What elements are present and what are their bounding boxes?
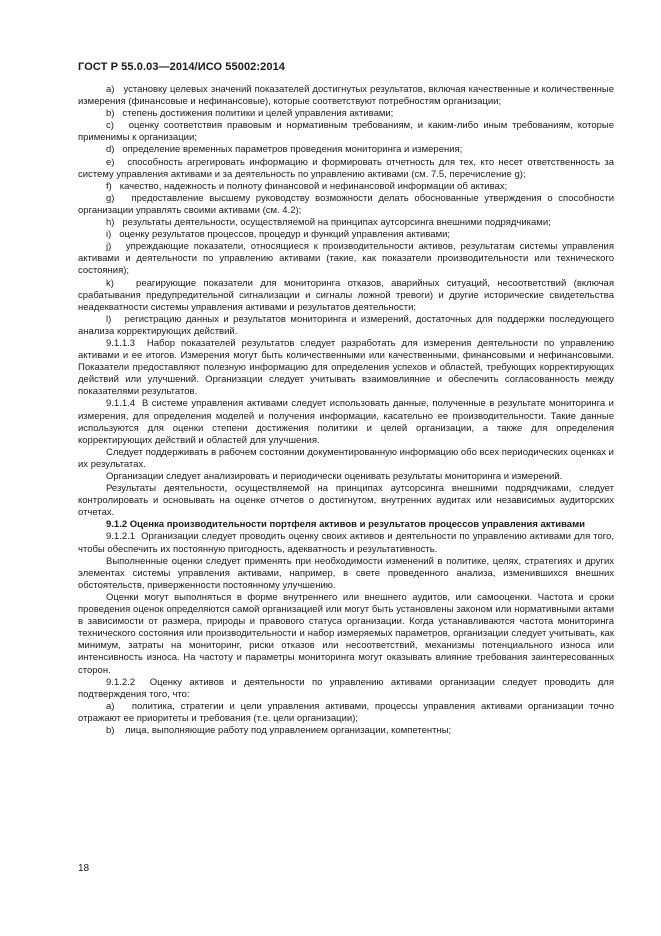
clause-9-1-2-1: 9.1.2.1 Организации следует проводить оценку своих активов и деятельности по управлению активами для того, чтобы обеспечить их постоянную пригодность, адекватность и результативность. [78,531,614,555]
list-item-e: e) способность агрегировать информацию и формировать отчетность для тех, кто несет ответственность за систему управления активами и за деятельность по управлению активами (см. 7.5, перечисление g); [78,156,614,180]
body-paragraph: Оценки могут выполняться в форме внутреннего или внешнего аудитов, или самооценки. Частота и сроки проведения оценок определяются самой организацией или могут быть установлены законом или нормативными актами в зависимости от размера, природы и правового статуса организации. Когда устанавливаются частота мониторинга технического состояния или производительности и набор измеряемых параметров, организации следует учитывать, как минимум, затраты на мониторинг, риски отказов или несоответствий, механизмы потенциального износа или интенсивность износа. На частоту и параметры мониторинга могут оказывать влияние требования заинтересованных сторон. [78,591,614,676]
clause-9-1-1-3: 9.1.1.3 Набор показателей результатов следует разработать для измерения деятельности по управлению активами и ее итогов. Измерения могут быть количественными или качественными, финансовыми и нефинансовыми. Показатели предоставляют полезную информацию для определения успехов и областей, требующих корректирующих действий или улучшений. Организации следует учитывать взаимовлияние и обеспечить согласованность между показателями результатов. [78,337,614,398]
list-item-b: b) степень достижения политики и целей управления активами; [106,108,394,120]
list-item-a-2: a) политика, стратегии и цели управления активами, процессы управления активами организации точно отражают ее приоритеты и требования (т.е. цели организации); [78,700,614,724]
list-item-k: k) реагирующие показатели для мониторинга отказов, аварийных ситуаций, несоответствий (включая срабатывания предупредительной сигнализации и сигналы ложной тревоги) и другие исторические свидетельства неадекватности системы управления активами и результатов деятельности; [78,277,614,313]
list-item-h: h) результаты деятельности, осуществляемой на принципах аутсорсинга внешними подрядчиками; [106,217,551,229]
list-item-j: j) упреждающие показатели, относящиеся к производительности активов, результатам системы управления активами и деятельности по управлению активами (такие, как показатели производительности или технического состояния); [78,241,614,277]
section-heading-9-1-2: 9.1.2 Оценка производительности портфеля активов и результатов процессов управления активами [106,519,585,531]
body-paragraph: Результаты деятельности, осуществляемой на принципах аутсорсинга внешними подрядчиками, следует контролировать и основывать на оценке отчетов о достигнутом, внутренних аудитах или независимых аудиторских отчетах. [78,483,614,519]
body-paragraph: Выполненные оценки следует применять при необходимости изменений в политике, целях, стратегиях и других элементах системы управления активами, например, в свете проведенного анализа, изменившихся внешних обстоятельств, приверженности постоянному улучшению. [78,555,614,591]
list-item-f: f) качество, надежность и полноту финансовой и нефинансовой информации об активах; [106,180,508,192]
list-item-d: d) определение временных параметров проведения мониторинга и измерения; [106,144,463,156]
list-item-a: a) установку целевых значений показателей достигнутых результатов, включая качественные и количественные измерения (финансовые и нефинансовые), которые соответствуют потребностям организации; [78,84,614,108]
body-paragraph: Следует поддерживать в рабочем состоянии документированную информацию обо всех периодических оценках и их результатах. [78,446,614,470]
list-item-b-2: b) лица, выполняющие работу под управлением организации, компетентны; [106,724,452,736]
document-header: ГОСТ Р 55.0.03—2014/ИСО 55002:2014 [78,61,286,73]
clause-9-1-1-4: 9.1.1.4 В системе управления активами следует использовать данные, полученные в результате мониторинга и измерения, для определения моделей и получения информации, касательно ее производительности. Такие данные используются для оценки степени достижения политики и целей организации, а также для определения корректирующих действий и областей для улучшения. [78,398,614,446]
list-item-i: i) оценку результатов процессов, процедур и функций управления активами; [106,229,451,241]
body-paragraph: Организации следует анализировать и периодически оценивать результаты мониторинга и измерений. [106,471,563,482]
clause-9-1-2-2: 9.1.2.2 Оценку активов и деятельности по управлению активами организации следует проводить для подтверждения того, что: [78,676,614,700]
list-item-g: g) предоставление высшему руководству возможности делать обоснованные утверждения о способности организации управлять своими активами (см. 4.2); [78,192,614,216]
list-item-c: c) оценку соответствия правовым и нормативным требованиям, и каким-либо иным требованиям, которые применимы к организации; [78,120,614,144]
page-number: 18 [78,863,90,874]
document-body [78,84,614,737]
list-item-l: l) регистрацию данных и результатов мониторинга и измерений, достаточных для поддержки последующего анализа корректирующих действий. [78,313,614,337]
